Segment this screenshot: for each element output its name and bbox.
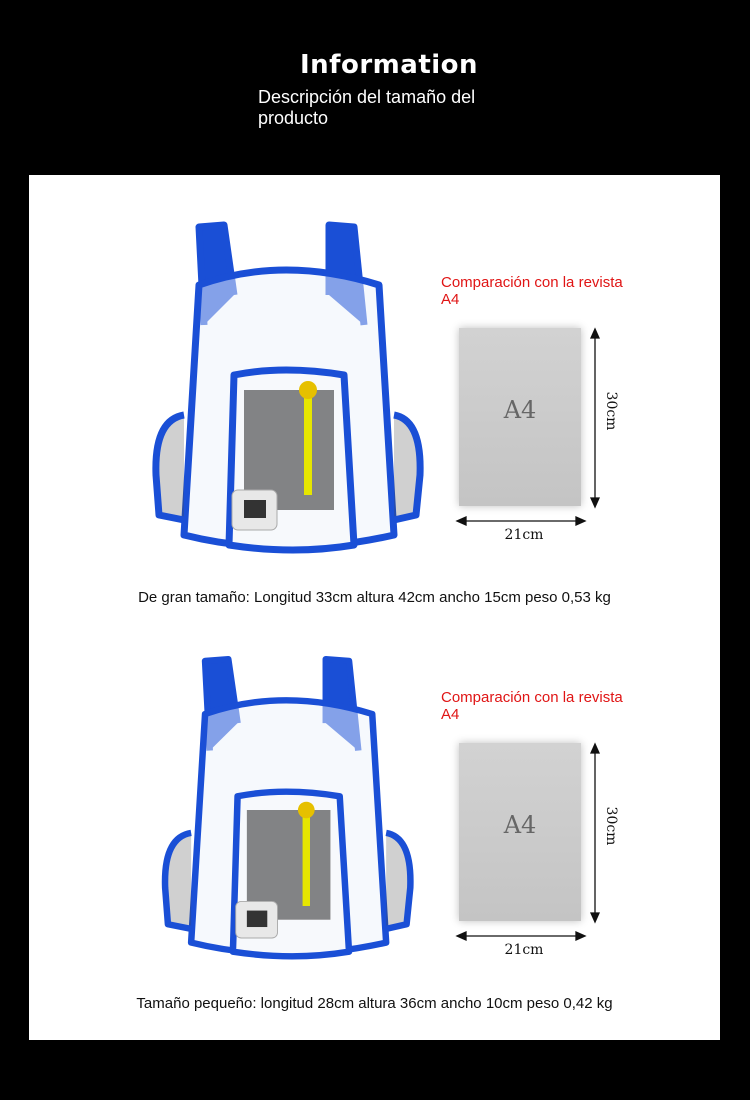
dimension-arrows [29, 590, 720, 1010]
a4-comparison-label: Comparación con la revista A4 [441, 689, 623, 723]
a4-width-label: 21cm [504, 942, 544, 958]
dimension-arrows [29, 175, 720, 595]
size-description: Tamaño pequeño: longitud 28cm altura 36cm ancho 10cm peso 0,42 kg [136, 995, 613, 1012]
size-description: De gran tamaño: Longitud 33cm altura 42cm ancho 15cm peso 0,53 kg [138, 589, 611, 606]
a4-sheet-label: A4 [503, 811, 537, 839]
a4-height-label: 30cm [603, 391, 619, 431]
size-section-large [29, 175, 720, 606]
a4-width-label: 21cm [504, 527, 544, 543]
a4-sheet-label: A4 [503, 396, 537, 424]
page-title: Information [300, 50, 479, 80]
size-section-small [29, 590, 720, 1010]
product-size-panel [29, 175, 720, 1040]
a4-height-label: 30cm [603, 806, 619, 846]
a4-comparison-label: Comparación con la revista A4 [441, 274, 623, 308]
page-subtitle: Descripción del tamaño del producto [258, 87, 476, 128]
